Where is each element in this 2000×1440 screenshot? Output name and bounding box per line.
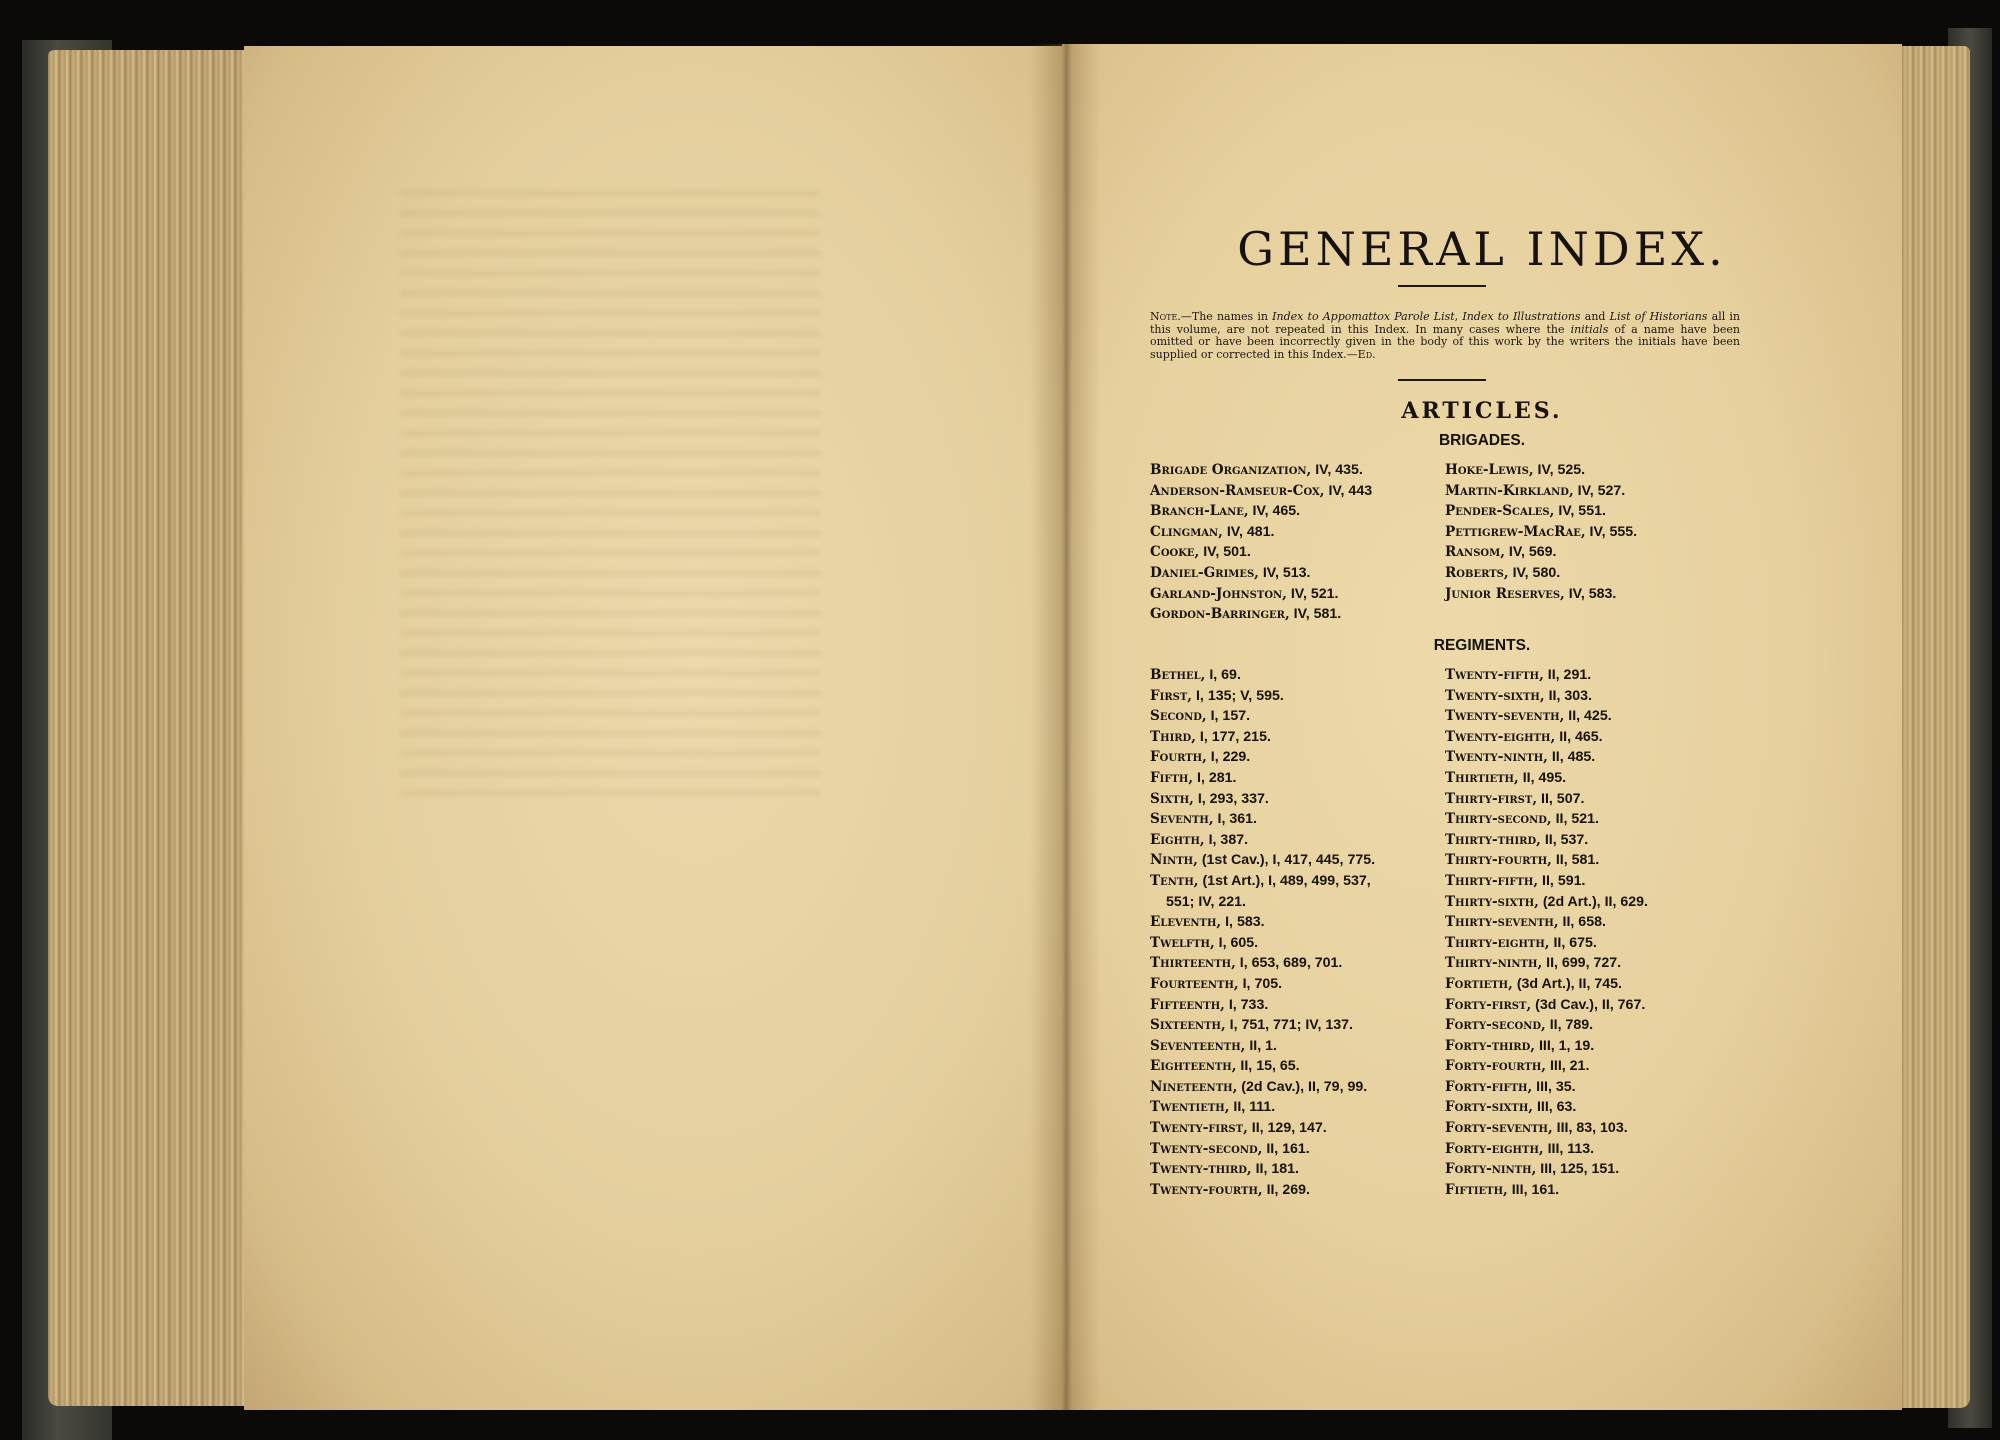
entry-reference: IV, 481. bbox=[1222, 523, 1275, 540]
entry-reference: II, 658. bbox=[1558, 914, 1606, 931]
index-entry bbox=[1150, 789, 1375, 810]
entry-reference: II, 425. bbox=[1564, 708, 1612, 725]
entry-name: Forty-ninth, bbox=[1445, 1161, 1537, 1178]
entry-reference: II, 521. bbox=[1551, 811, 1599, 828]
entry-reference: IV, 551. bbox=[1554, 503, 1606, 520]
entry-name: Eleventh, bbox=[1150, 914, 1222, 931]
index-entry bbox=[1150, 912, 1375, 933]
index-entry bbox=[1150, 974, 1375, 995]
entry-name: Thirty-second, bbox=[1445, 811, 1552, 828]
index-entry bbox=[1150, 995, 1375, 1016]
entry-reference: IV, 513. bbox=[1258, 564, 1311, 581]
note-lead: Note. bbox=[1150, 310, 1181, 323]
brigades-column-right bbox=[1445, 460, 1637, 604]
entry-reference: I, 135; V, 595. bbox=[1192, 687, 1284, 704]
entry-name: Gordon-Barringer, bbox=[1150, 606, 1290, 623]
index-entry bbox=[1445, 584, 1637, 605]
entry-name: Thirty-fourth, bbox=[1445, 852, 1552, 869]
index-entry bbox=[1445, 542, 1637, 563]
entry-name: Forty-first, bbox=[1445, 996, 1532, 1013]
entry-name: Ransom, bbox=[1445, 544, 1505, 561]
note-rule bbox=[1398, 379, 1486, 381]
entry-reference: III, 35. bbox=[1532, 1078, 1576, 1095]
entry-reference: IV, 501. bbox=[1199, 544, 1251, 561]
index-entry bbox=[1150, 1056, 1375, 1077]
index-entry bbox=[1150, 706, 1375, 727]
entry-reference: II, 465. bbox=[1555, 728, 1603, 745]
index-entry bbox=[1150, 892, 1375, 913]
entry-reference: IV, 465. bbox=[1248, 503, 1301, 520]
entry-name: Brigade Organization, bbox=[1150, 462, 1312, 478]
index-entry bbox=[1150, 809, 1375, 830]
entry-name: Twenty-sixth, bbox=[1445, 687, 1545, 704]
index-entry bbox=[1445, 974, 1648, 995]
entry-name: Twenty-ninth, bbox=[1445, 749, 1548, 766]
entry-reference: (2d Art.), II, 629. bbox=[1538, 893, 1648, 910]
entry-name: Twenty-eighth, bbox=[1445, 728, 1556, 745]
entry-reference: I, 69. bbox=[1205, 667, 1241, 683]
entry-reference: II, 699, 727. bbox=[1542, 955, 1622, 972]
entry-reference: I, 281. bbox=[1193, 769, 1237, 786]
entry-name: Sixteenth, bbox=[1150, 1017, 1226, 1034]
index-entry bbox=[1150, 768, 1375, 789]
entry-name: Twenty-third, bbox=[1150, 1161, 1252, 1178]
entry-reference: II, 161. bbox=[1262, 1140, 1310, 1157]
articles-heading: ARTICLES. bbox=[1401, 398, 1563, 424]
entry-name: Forty-fourth, bbox=[1445, 1058, 1547, 1075]
editor-note: Note.—The names in Index to Appomattox Parole List, Index to Illustrations and List of Historians all in this volume, are not repeated in this Index. In many cases where the initials of a name have been omitted or have been incorrectly given in the body of this work by the writers the initials have been supplied or corrected in this Index.—Ed. bbox=[1150, 310, 1741, 361]
entry-reference: IV, 521. bbox=[1286, 585, 1339, 602]
index-entry bbox=[1445, 522, 1637, 543]
index-entry bbox=[1445, 789, 1648, 810]
entry-name: Cooke, bbox=[1150, 544, 1200, 561]
entry-reference: (1st Art.), I, 489, 499, 537, bbox=[1198, 872, 1371, 889]
index-entry bbox=[1150, 1118, 1375, 1139]
index-entry bbox=[1150, 933, 1375, 954]
entry-reference: III, 113. bbox=[1543, 1140, 1595, 1157]
index-entry bbox=[1445, 747, 1648, 768]
entry-name: Forty-seventh, bbox=[1445, 1120, 1553, 1137]
entry-reference: II, 581. bbox=[1551, 852, 1600, 869]
entry-name: Thirty-seventh, bbox=[1445, 914, 1559, 931]
index-entry bbox=[1445, 1159, 1648, 1180]
entry-name: Twenty-fourth, bbox=[1150, 1181, 1263, 1198]
entry-name: Eighth, bbox=[1150, 831, 1205, 848]
entry-name: Thirtieth, bbox=[1445, 769, 1519, 786]
index-entry bbox=[1445, 871, 1648, 892]
index-entry bbox=[1150, 686, 1375, 707]
entry-name: Pettigrew-MacRae, bbox=[1445, 523, 1586, 540]
entry-name: Junior Reserves, bbox=[1445, 585, 1565, 602]
entry-reference: (3d Cav.), II, 767. bbox=[1531, 996, 1646, 1013]
entry-reference: (1st Cav.), I, 417, 445, 775. bbox=[1197, 852, 1376, 869]
entry-name: Forty-fifth, bbox=[1445, 1078, 1533, 1095]
entry-name: Thirty-third, bbox=[1445, 831, 1541, 848]
entry-reference: II, 303. bbox=[1544, 687, 1592, 704]
entry-reference: IV, 569. bbox=[1504, 544, 1557, 561]
entry-name: Seventeenth, bbox=[1150, 1037, 1246, 1054]
entry-reference: III, 21. bbox=[1546, 1058, 1590, 1075]
entry-name: Eighteenth, bbox=[1150, 1058, 1237, 1075]
entry-reference: I, 177, 215. bbox=[1195, 728, 1271, 745]
entry-reference: II, 485. bbox=[1547, 749, 1596, 766]
index-entry bbox=[1150, 1180, 1375, 1201]
entry-reference: II, 291. bbox=[1543, 667, 1592, 683]
entry-reference: IV, 527. bbox=[1573, 482, 1626, 499]
index-entry bbox=[1150, 727, 1375, 748]
show-through-text bbox=[400, 190, 820, 810]
entry-reference: (2d Cav.), II, 79, 99. bbox=[1237, 1078, 1368, 1095]
index-entry bbox=[1150, 1077, 1375, 1098]
index-entry bbox=[1445, 1118, 1648, 1139]
index-entry bbox=[1445, 1015, 1648, 1036]
entry-name: Fiftieth, bbox=[1445, 1181, 1508, 1198]
index-entry bbox=[1445, 953, 1648, 974]
index-entry bbox=[1445, 1097, 1648, 1118]
entry-name: Thirty-ninth, bbox=[1445, 955, 1543, 972]
entry-reference: II, 129, 147. bbox=[1247, 1120, 1327, 1137]
index-entry bbox=[1150, 850, 1375, 871]
regiments-heading: REGIMENTS. bbox=[1433, 637, 1531, 654]
entry-reference: I, 229. bbox=[1206, 749, 1251, 766]
entry-reference: IV, 525. bbox=[1533, 462, 1586, 478]
index-entry bbox=[1150, 563, 1372, 584]
entry-name: Fourth, bbox=[1150, 749, 1207, 766]
index-entry bbox=[1150, 584, 1372, 605]
regiments-column-left bbox=[1150, 665, 1375, 1200]
page-title: GENERAL INDEX. bbox=[1237, 222, 1727, 276]
entry-reference: IV, 583. bbox=[1564, 585, 1617, 602]
entry-name: Daniel-Grimes, bbox=[1150, 564, 1259, 581]
entry-reference: II, 507. bbox=[1537, 790, 1585, 807]
entry-reference: I, 157. bbox=[1206, 708, 1251, 725]
brigades-column-left bbox=[1150, 460, 1372, 625]
entry-reference: I, 605. bbox=[1214, 934, 1259, 951]
index-entry bbox=[1150, 522, 1372, 543]
index-entry bbox=[1445, 563, 1637, 584]
entry-reference: IV, 580. bbox=[1508, 564, 1561, 581]
entry-reference: III, 1, 19. bbox=[1535, 1037, 1595, 1054]
entry-reference: I, 733. bbox=[1224, 996, 1269, 1013]
entry-reference: I, 361. bbox=[1213, 811, 1257, 828]
entry-name: Fortieth, bbox=[1445, 975, 1513, 992]
entry-name: Thirteenth, bbox=[1150, 955, 1236, 972]
entry-name: Hoke-Lewis, bbox=[1445, 462, 1534, 478]
entry-reference: (3d Art.), II, 745. bbox=[1512, 975, 1622, 992]
entry-name: Twentieth, bbox=[1150, 1099, 1230, 1116]
entry-reference: II, 675. bbox=[1549, 934, 1597, 951]
entry-reference: III, 161. bbox=[1507, 1181, 1560, 1198]
entry-name: Twenty-seventh, bbox=[1445, 708, 1565, 725]
entry-reference: I, 705. bbox=[1238, 975, 1283, 992]
entry-reference: II, 537. bbox=[1540, 831, 1589, 848]
index-entry bbox=[1445, 1180, 1648, 1201]
entry-reference: II, 15, 65. bbox=[1236, 1058, 1300, 1075]
entry-reference: III, 125, 151. bbox=[1536, 1161, 1620, 1178]
entry-name: Nineteenth, bbox=[1150, 1078, 1238, 1095]
index-entry bbox=[1445, 665, 1648, 686]
entry-name: Roberts, bbox=[1445, 564, 1509, 581]
entry-reference: II, 269. bbox=[1262, 1181, 1310, 1198]
entry-reference: 551; IV, 221. bbox=[1166, 893, 1246, 910]
entry-name: Thirty-fifth, bbox=[1445, 872, 1539, 889]
entry-reference: IV, 443 bbox=[1324, 482, 1373, 499]
entry-reference: I, 293, 337. bbox=[1193, 790, 1269, 807]
entry-reference: IV, 555. bbox=[1585, 523, 1638, 540]
entry-name: Third, bbox=[1150, 728, 1196, 745]
index-entry bbox=[1150, 542, 1372, 563]
entry-name: Martin-Kirkland, bbox=[1445, 482, 1574, 499]
index-entry bbox=[1150, 665, 1375, 686]
entry-name: Forty-third, bbox=[1445, 1037, 1536, 1054]
index-entry bbox=[1150, 747, 1375, 768]
index-entry bbox=[1445, 1077, 1648, 1098]
index-entry bbox=[1445, 481, 1637, 502]
entry-reference: I, 583. bbox=[1221, 914, 1265, 931]
index-entry bbox=[1445, 892, 1648, 913]
index-entry bbox=[1445, 933, 1648, 954]
index-entry bbox=[1445, 727, 1648, 748]
entry-name: Thirty-eighth, bbox=[1445, 934, 1550, 951]
entry-name: Forty-sixth, bbox=[1445, 1099, 1533, 1116]
brigades-heading: BRIGADES. bbox=[1438, 432, 1526, 449]
index-entry bbox=[1445, 809, 1648, 830]
entry-name: Fourteenth, bbox=[1150, 975, 1239, 992]
index-entry bbox=[1150, 1159, 1375, 1180]
entry-name: Pender-Scales, bbox=[1445, 503, 1555, 520]
entry-reference: II, 789. bbox=[1545, 1017, 1594, 1034]
entry-reference: I, 751, 771; IV, 137. bbox=[1225, 1017, 1353, 1034]
index-entry bbox=[1445, 686, 1648, 707]
index-entry bbox=[1150, 1036, 1375, 1057]
index-entry bbox=[1150, 481, 1372, 502]
entry-reference: IV, 581. bbox=[1289, 606, 1342, 623]
entry-name: Anderson-Ramseur-Cox, bbox=[1150, 482, 1325, 499]
index-entry bbox=[1445, 706, 1648, 727]
index-entry bbox=[1445, 995, 1648, 1016]
entry-name: Branch-Lane, bbox=[1150, 503, 1249, 520]
entry-name: Second, bbox=[1150, 708, 1207, 725]
entry-reference: II, 181. bbox=[1251, 1161, 1299, 1178]
entry-name: Twenty-fifth, bbox=[1445, 667, 1544, 683]
entry-name: Bethel, bbox=[1150, 667, 1206, 683]
index-entry bbox=[1150, 1015, 1375, 1036]
index-entry bbox=[1445, 1036, 1648, 1057]
index-entry bbox=[1150, 953, 1375, 974]
entry-name: Fifteenth, bbox=[1150, 996, 1225, 1013]
index-entry bbox=[1445, 460, 1637, 481]
entry-reference: I, 387. bbox=[1204, 831, 1249, 848]
entry-name: Tenth, bbox=[1150, 872, 1199, 889]
entry-name: Forty-eighth, bbox=[1445, 1140, 1544, 1157]
entry-name: Forty-second, bbox=[1445, 1017, 1546, 1034]
entry-reference: I, 653, 689, 701. bbox=[1235, 955, 1343, 972]
index-entry bbox=[1150, 604, 1372, 625]
entry-name: Fifth, bbox=[1150, 769, 1194, 786]
entry-name: Thirty-first, bbox=[1445, 790, 1538, 807]
index-entry bbox=[1150, 1097, 1375, 1118]
index-entry bbox=[1445, 850, 1648, 871]
index-entry bbox=[1445, 1139, 1648, 1160]
entry-name: First, bbox=[1150, 687, 1193, 704]
entry-reference: III, 63. bbox=[1533, 1099, 1577, 1116]
entry-reference: IV, 435. bbox=[1311, 462, 1363, 478]
index-entry bbox=[1445, 830, 1648, 851]
entry-reference: III, 83, 103. bbox=[1552, 1120, 1628, 1137]
title-rule bbox=[1398, 285, 1486, 287]
entry-name: Twelfth, bbox=[1150, 934, 1215, 951]
index-entry bbox=[1150, 830, 1375, 851]
entry-reference: II, 591. bbox=[1538, 872, 1586, 889]
entry-name: Twenty-first, bbox=[1150, 1120, 1248, 1137]
page-edges-left bbox=[48, 50, 248, 1406]
entry-name: Seventh, bbox=[1150, 811, 1214, 828]
regiments-column-right bbox=[1445, 665, 1648, 1200]
entry-name: Thirty-sixth, bbox=[1445, 893, 1539, 910]
entry-name: Ninth, bbox=[1150, 852, 1198, 869]
entry-reference: II, 1. bbox=[1245, 1037, 1277, 1054]
index-entry bbox=[1150, 871, 1375, 892]
entry-reference: II, 495. bbox=[1518, 769, 1567, 786]
index-entry bbox=[1150, 460, 1372, 481]
entry-reference: II, 111. bbox=[1229, 1099, 1276, 1116]
index-entry bbox=[1150, 1139, 1375, 1160]
index-entry bbox=[1445, 912, 1648, 933]
entry-name: Clingman, bbox=[1150, 523, 1223, 540]
index-entry bbox=[1150, 501, 1372, 522]
index-entry bbox=[1445, 768, 1648, 789]
entry-name: Garland-Johnston, bbox=[1150, 585, 1287, 602]
entry-name: Sixth, bbox=[1150, 790, 1194, 807]
entry-name: Twenty-second, bbox=[1150, 1140, 1263, 1157]
index-entry bbox=[1445, 501, 1637, 522]
index-entry bbox=[1445, 1056, 1648, 1077]
